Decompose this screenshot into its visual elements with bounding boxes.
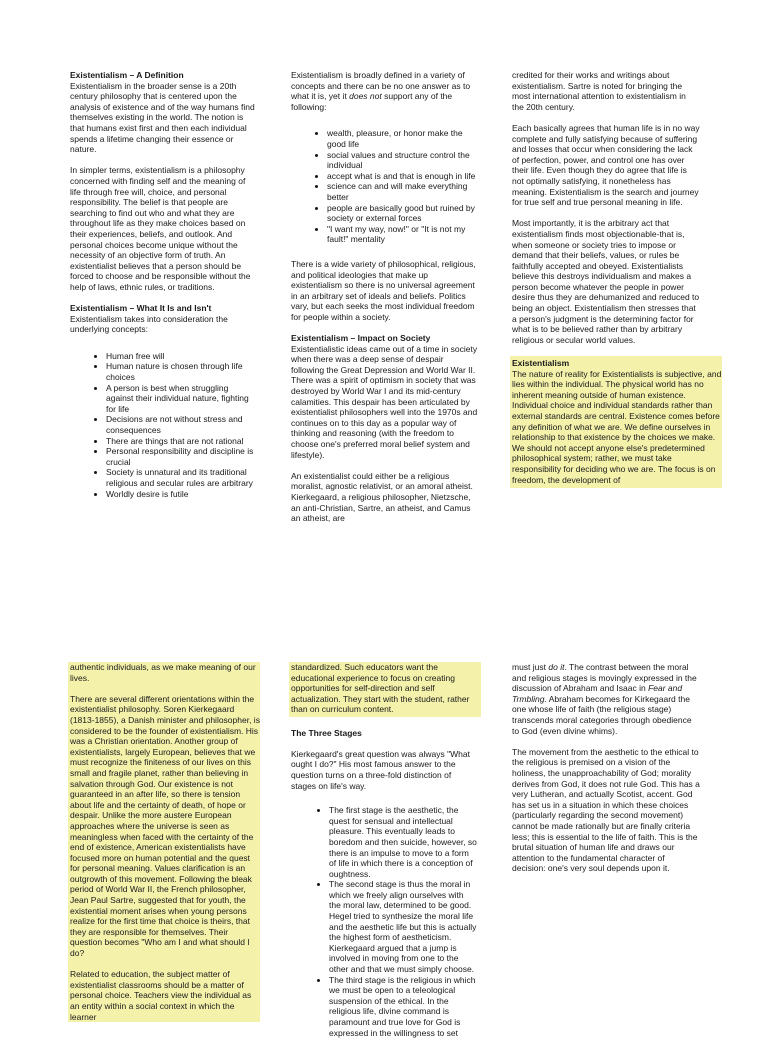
page2-column-1 xyxy=(68,662,260,1022)
list-item: • "I want my way, now!" or "It is not my fault!" mentality xyxy=(327,224,479,245)
list-item: • Personal responsibility and discipline is crucial xyxy=(106,446,258,467)
highlighted-block xyxy=(510,356,722,488)
list-item: • Worldly desire is futile xyxy=(106,489,258,500)
paragraph: Existentialism takes into consideration the underlying concepts: xyxy=(70,313,228,335)
list-item: • science can and will make everything better xyxy=(327,181,479,202)
highlighted-block xyxy=(68,662,260,1022)
list-item: • There are things that are not rational xyxy=(106,436,258,447)
not-supported-list xyxy=(291,128,479,245)
three-stages-heading: The Three Stages xyxy=(291,727,362,738)
paragraph: credited for their works and writings about existentialism. Sartre is noted for bringing the most international attention to existentialism in the 20th century. xyxy=(512,70,686,112)
list-item: • wealth, pleasure, or honor make the good life xyxy=(327,128,479,149)
paragraph: authentic individuals, as we make meaning of our lives. xyxy=(70,662,256,683)
paragraph: The nature of reality for Existentialists is subjective, and lies within the individual. The physical world has no inherent meaning outside of human existence. Individual choice and individual standards rather than external standards are central. Existence comes before any definition of what we are. We define ourselves in relationship to that existence by the choices we make. We should not accept anyone else's predetermined philosophical system; rather, we must take responsibility for deciding who we are. The focus is on freedom, the development of xyxy=(512,368,722,485)
paragraph: In simpler terms, existentialism is a philosophy concerned with finding self and the meaning of life through free will, choice, and personal responsibility. The belief is that people are searching to find out who and what they are throughout life as they make choices based on their experiences, beliefs, and outlook. And personal choices become unique without the necessity of an objective form of truth. An existentialist believes that a person should be forced to choose and be responsible without the help of laws, ethnic rules, or traditions. xyxy=(70,165,251,292)
list-item: • The second stage is thus the moral in which we freely align ourselves with the moral law, determined to be good. Hegel tried to synthesize the moral life and the aesthetic life but this is actually the highest form of aestheticism. Kierkegaard argued that a jump is involved in moving from one to the other and that we must simply choose. xyxy=(329,879,477,974)
text: Existentialism is broadly defined in a variety of concepts and there can be no one answer as to what it is, yet it xyxy=(291,70,471,102)
list-item: • The first stage is the aesthetic, the quest for sensual and intellectual pleasure. This eventually leads to boredom and then suicide, however, so there is an impulse to move to a form of life in which there is a conception of oughtness. xyxy=(329,805,477,879)
paragraph: An existentialist could either be a religious moralist, agnostic relativist, or an amoral atheist. Kierkegaard, a religious philosopher, Nietzsche, an anti-Christian, Sartre, an atheist, and Camus an atheist, are xyxy=(291,470,473,524)
book-title: Fear and Trmbling xyxy=(512,683,683,704)
paragraph: Existentialistic ideas came out of a time in society when there was a deep sense of despair following the Great Depression and World War II. There was a spirit of optimism in society that was destroyed by World War I and its mid-century calamities. This despair has been articulated by existentialist philosophers well into the 1970s and continues on to this day as a popular way of thinking and reasoning (with the freedom to choose one's preferred moral belief system and lifestyle). xyxy=(291,343,478,460)
text: must just xyxy=(512,662,549,672)
page2-column-3 xyxy=(512,662,700,874)
paragraph: standardized. Such educators want the educational experience to focus on creating opportunities for self-direction and self actualization. They start with the student, rather than on curriculum content. xyxy=(291,662,470,715)
list-item: • social values and structure control the individual xyxy=(327,150,479,171)
page1-column-3 xyxy=(512,70,722,488)
existentialism-heading: Existentialism xyxy=(512,358,570,369)
text: . The contrast between the moral and religious stages is movingly expressed in the discussion of Abraham and Isaac in xyxy=(512,662,697,694)
list-item: • The third stage is the religious in which we must be open to a teleological suspension of the ethical. In the religious life, divine command is paramount and true love for God is expressed in the willingness to set xyxy=(329,975,477,1039)
paragraph: Existentialism in the broader sense is a 20th century philosophy that is centered upon the analysis of existence and of the way humans find themselves existing in the world. The notion is that humans exist first and then each individual spends a lifetime changing their essence or nature. xyxy=(70,80,255,155)
list-item: • Decisions are not without stress and consequences xyxy=(106,414,258,435)
paragraph xyxy=(512,662,700,736)
paragraph: Each basically agrees that human life is in no way complete and fully satisfying because of suffering and losses that occur when considering the lack of perfection, power, and control one has over their life. Even though they do agree that life is not optimally satisfying, it nonetheless has meaning. Existentialism is the search and journey for true self and true personal meaning in life. xyxy=(512,122,700,208)
page2-column-2 xyxy=(289,662,477,1048)
list-item: • Human free will xyxy=(106,351,258,362)
paragraph xyxy=(291,70,479,112)
paragraph: The movement from the aesthetic to the ethical to the religious is premised on a vision of the holiness, the unapproachability of God; morality derives from God, it does not rule God. This has a very Lutheran, and actually Scotist, accent. God has set us in a situation in which these choices (particularly regarding the second movement) cannot be made rationally but are finally criteria less; this is essential to the life of faith. This is the brutal situation of human life and draws our attention to the fundamental character of decision: one's very soul depends upon it. xyxy=(512,746,700,874)
list-item: • people are basically good but ruined by society or external forces xyxy=(327,203,479,224)
list-item: • accept what is and that is enough in life xyxy=(327,171,479,182)
emphasis: does not xyxy=(349,91,382,102)
list-item: • A person is best when struggling against their individual nature, fighting for life xyxy=(106,383,258,415)
stages-list xyxy=(289,805,477,1038)
highlighted-block xyxy=(289,662,481,717)
what-it-is-heading: Existentialism – What It Is and Isn't xyxy=(70,303,212,314)
paragraph: There are several different orientations within the existentialist philosophy. Soren Kierkegaard (1813-1855), a Danish minister and philosopher, is considered to be the founder of existentialism. His was a Christian orientation. Another group of existentialists, largely European, believes that we must recognize the finiteness of our lives on this small and fragile planet, rather than believing in salvation through God. Our existence is not guaranteed in an after life, so there is tension about life and the certainty of death, of hope or despair. Unlike the more austere European approaches where the universe is seen as meaningless when faced with the certainty of the end of existence, American existentialists have focused more on human potential and the quest for personal meaning. Values clarification is an outgrowth of this movement. Following the bleak period of World War II, the French philosopher, Jean Paul Sartre, suggested that for youth, the existential moment arises when young persons realize for the first time that choice is theirs, that they are responsible for themselves. Their question becomes "Who am I and what should I do? xyxy=(70,693,260,959)
emphasis: do it xyxy=(548,662,565,672)
concepts-list xyxy=(70,351,258,499)
list-item: • Society is unnatural and its traditional religious and secular rules are arbitrary xyxy=(106,467,258,488)
page1-column-2 xyxy=(291,70,479,524)
paragraph: There is a wide variety of philosophical, religious, and political ideologies that make up existentialism so there is no universal agreement in an arbitrary set of ideals and beliefs. Politics vary, but each seeks the most individual freedom for people within a society. xyxy=(291,258,476,322)
paragraph: Most importantly, it is the arbitrary act that existentialism finds most objectionable-that is, when someone or society tries to impose or demand that their beliefs, values, or rules be faithfully accepted and obeyed. Existentialists believe this destroys individualism and makes a person become whatever the people in power desire thus they are dehumanized and reduced to being an object. Existentialism then stresses that a person's judgment is the determining factor for what is to be believed rather than by arbitrary religious or secular world values. xyxy=(512,218,700,345)
paragraph: Kierkegaard's great question was always "What ought I do?" His most famous answer to the question turns on a three-fold distinction of stages on life's way. xyxy=(291,748,470,791)
page1-column-1 xyxy=(70,70,258,509)
impact-heading: Existentialism – Impact on Society xyxy=(291,333,431,344)
text: . Abraham becomes for Kirkegaard the one whose life of faith (the religious stage) transcends moral categories through obedience to God (even divine whims). xyxy=(512,693,692,736)
text: support any of the following: xyxy=(291,91,453,112)
definition-heading: Existentialism – A Definition xyxy=(70,70,184,80)
paragraph: Related to education, the subject matter of existentialist classrooms should be a matter of personal choice. Teachers view the individual as an entity within a social context in which the learner xyxy=(70,969,252,1022)
list-item: • Human nature is chosen through life choices xyxy=(106,361,258,382)
